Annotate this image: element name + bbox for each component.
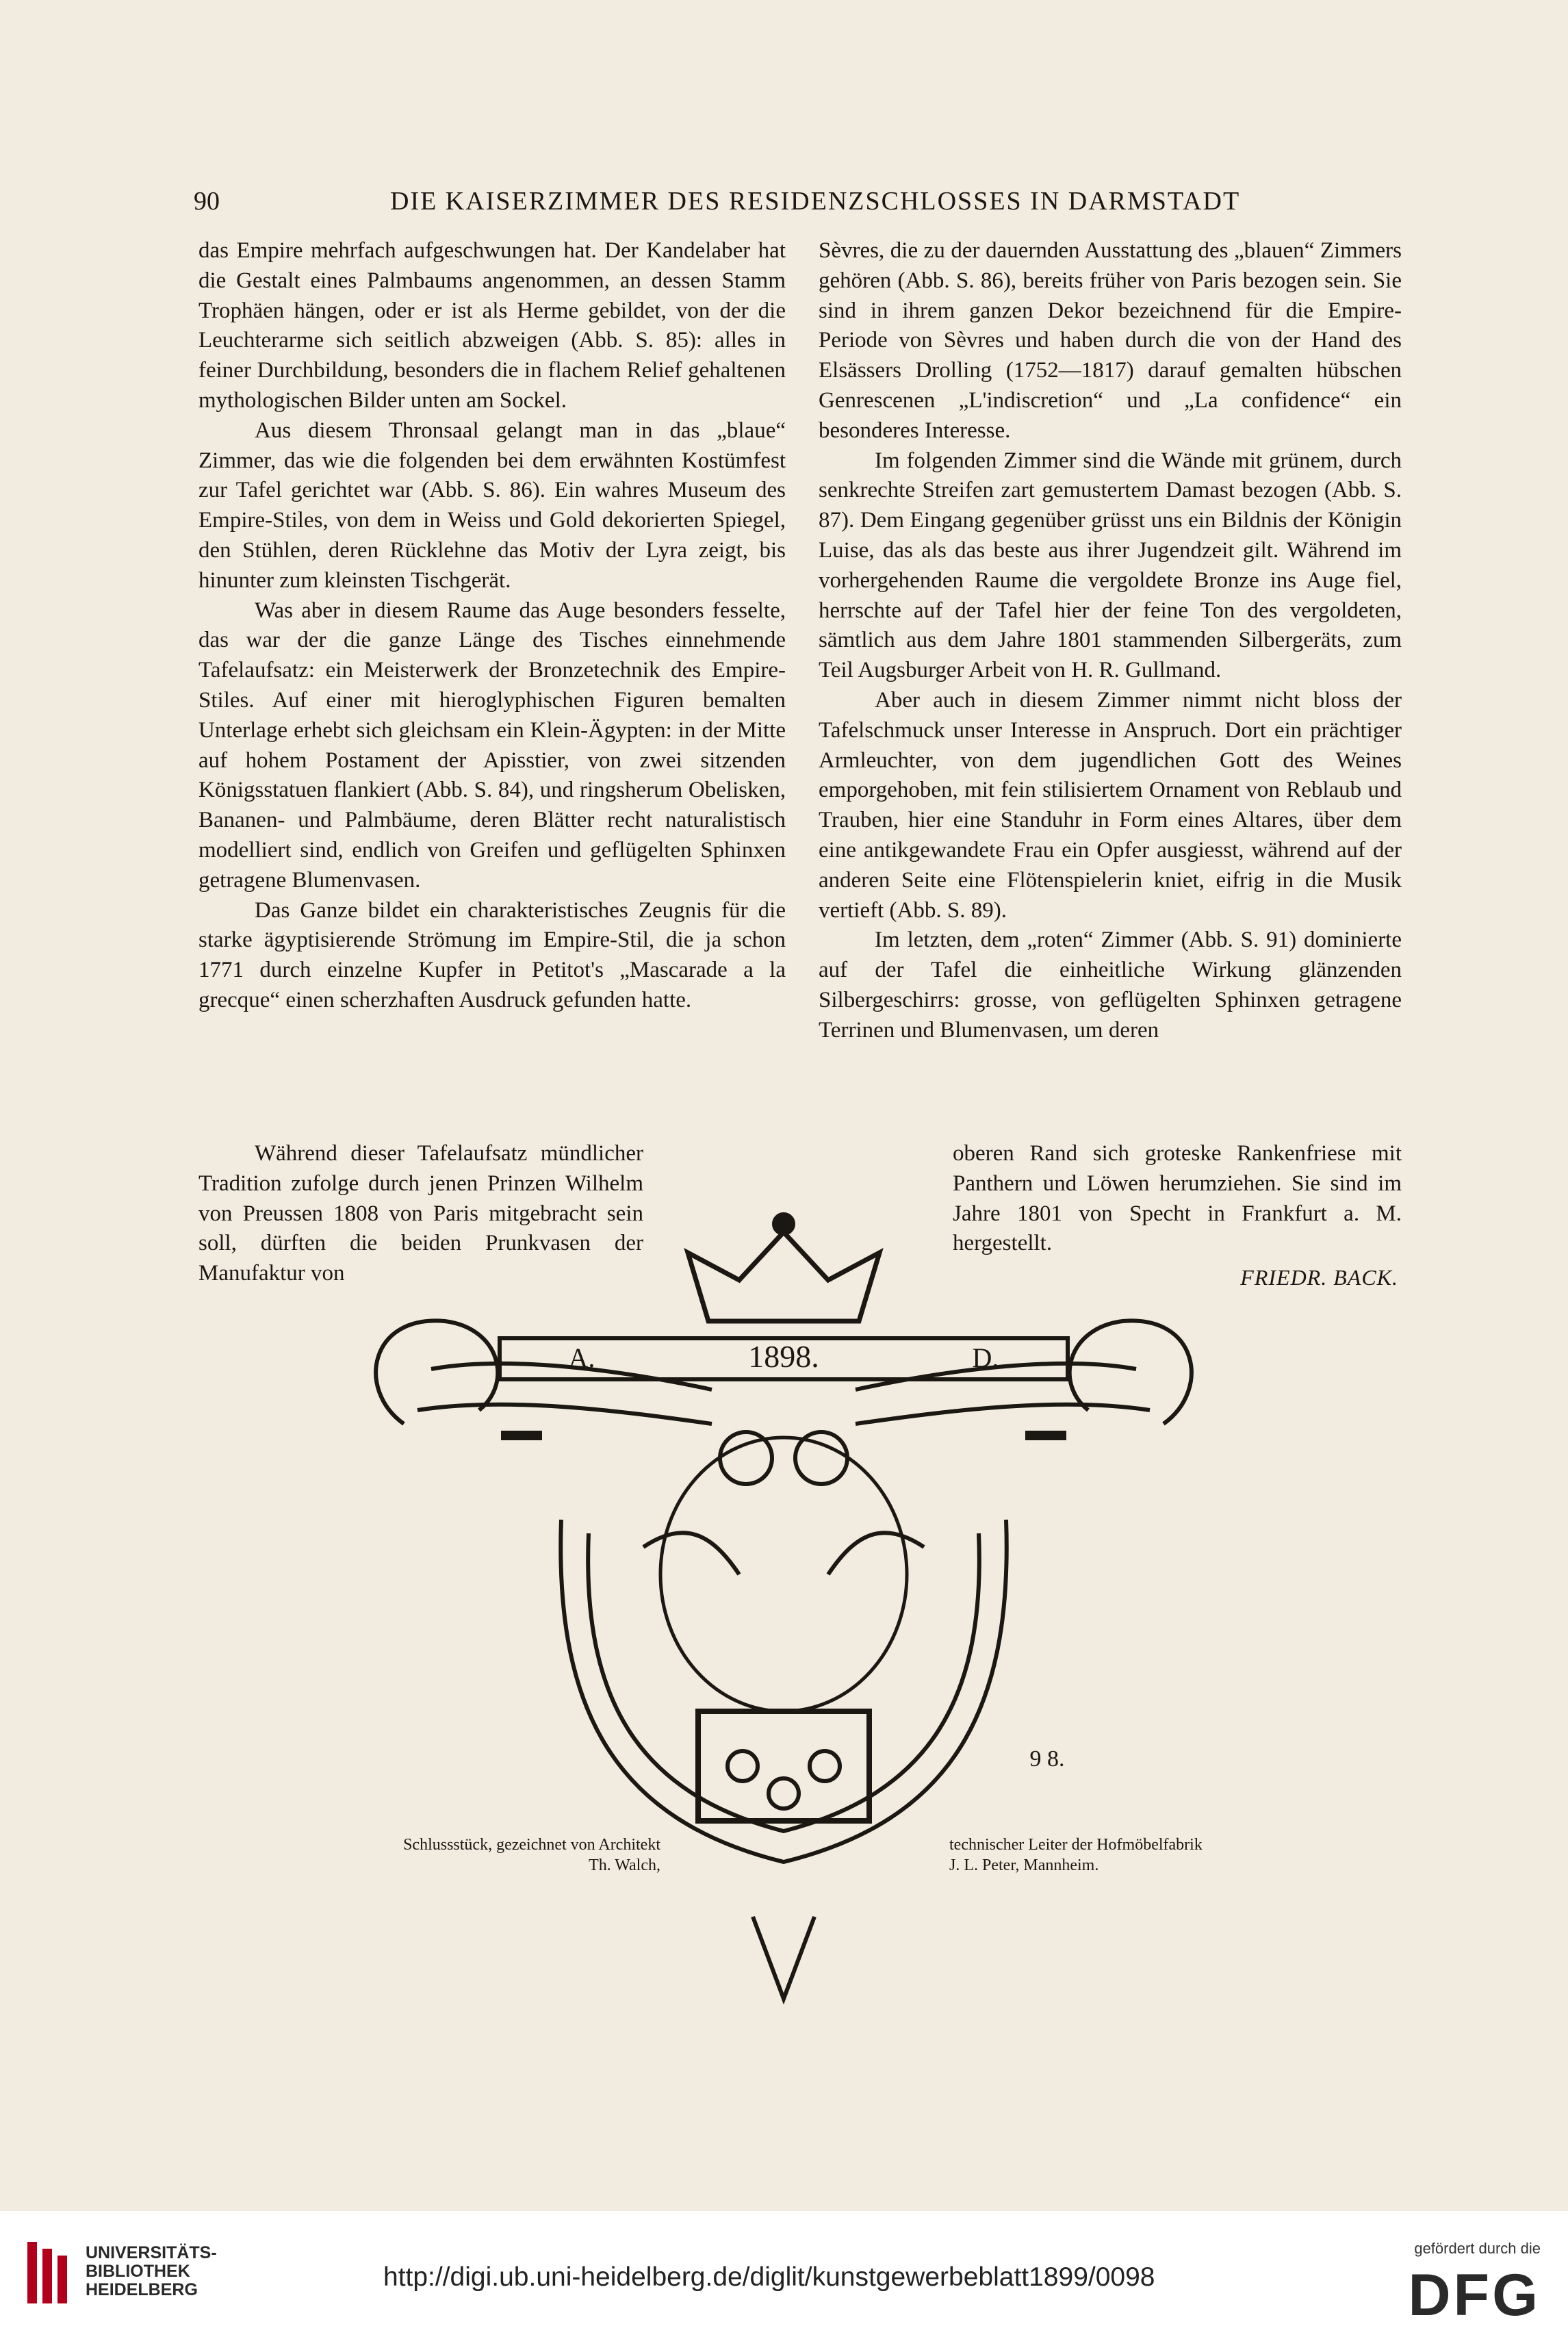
funded-by-label: gefördert durch die — [1414, 2240, 1541, 2257]
vignette-monogram: 9 8. — [1029, 1746, 1065, 1772]
vignette-initial-right: D. — [972, 1342, 999, 1373]
paragraph: Sèvres, die zu der dauernden Ausstattung des „blauen“ Zimmers gehören (Abb. S. 86), bereits früher von Paris bezogen sein. Sie sind in ihrem ganzen Dekor bezeichnend für die Empire-Periode von Sèvres und haben durch die von der Hand des Elsässers Drolling (1752—1817) darauf gemalten hübschen Genrescenen „L'indiscretion“ und „La confidence“ ein besonderes Interesse. — [819, 238, 1402, 443]
running-title: DIE KAISERZIMMER DES RESIDENZSCHLOSSES IN DARMSTADT — [390, 187, 1241, 216]
institution-name: UNIVERSITÄTS- BIBLIOTHEK HEIDELBERG — [86, 2243, 217, 2299]
university-library-icon — [27, 2242, 75, 2303]
paragraph: Das Ganze bildet ein charakteristisches Zeugnis für die starke ägyptisierende Strömung im Empire-Stil, die ja schon 1771 durch einzelne Kupfer in Petitot's „Mascarade a la grecque“ einen scherzhaften Ausdruck gefunden hatte. — [198, 897, 786, 1012]
dfg-logo: DFG — [1408, 2262, 1541, 2328]
paragraph: Aber auch in diesem Zimmer nimmt nicht bloss der Tafelschmuck unser Interesse in Anspruch. Dort ein prächtiger Armleuchter, von dem jugendlichen Gott des Weines emporgehoben, mit fein stilisiertem Ornament von Reblaub und Trauben, hier eine Standuhr in Form eines Altares, über dem eine antikgewandete Frau ein Opfer ausgiesst, während auf der anderen Seite eine Flötenspielerin kniet, eifrig in die Musik vertieft (Abb. S. 89). — [819, 687, 1402, 923]
paragraph: Aus diesem Thronsaal gelangt man in das „blaue“ Zimmer, das wie die folgenden bei dem erwähnten Kostümfest zur Tafel gerichtet war (Abb. S. 86). Ein wahres Museum des Empire-Stiles, von dem in Weiss und Gold dekorierten Spiegel, den Stühlen, deren Rücklehne das Motiv der Lyra zeigt, bis hinunter zum kleinsten Tischgerät. — [198, 418, 786, 593]
caption-right: technischer Leiter der Hofmöbelfabrik J. L. Peter, Mannheim. — [949, 1836, 1203, 1874]
vignette-initial-left: A. — [568, 1342, 595, 1373]
paragraph: Im folgenden Zimmer sind die Wände mit grünem, durch senkrechte Streifen zart gemustertem Damast bezogen (Abb. S. 87). Dem Eingang gegenüber grüsst uns ein Bildnis der Königin Luise, das als das beste aus ihrer Jugendzeit gilt. Während im vorhergehenden Raume die vergoldete Bronze ins Auge fiel, herrschte auf der Tafel hier der feine Ton des vergoldeten, sämtlich aus dem Jahre 1801 stammenden Silbergeräts, zum Teil Augsburger Arbeit von H. R. Gullmand. — [819, 448, 1402, 683]
viewer-footer — [0, 2211, 1568, 2337]
paragraph: das Empire mehrfach aufgeschwungen hat. Der Kandelaber hat die Gestalt eines Palmbaums angenommen, an dessen Stamm Trophäen hängen, oder er ist als Herme gebildet, von der die Leuchterarme sich seitlich abzweigen (Abb. S. 85): alles in feiner Durchbildung, besonders die in flachem Relief gehaltenen mythologischen Bilder unten am Sockel. — [198, 238, 786, 413]
owl-crest-icon — [329, 1164, 1239, 2047]
paragraph: Was aber in diesem Raume das Auge besonders fesselte, das war der die ganze Länge des Tisches einnehmende Tafelaufsatz: ein Meisterwerk der Bronzetechnik des Empire-Stiles. Auf einer mit hieroglyphischen Figuren bemalten Unterlage erhebt sich gleichsam ein Klein-Ägypten: in der Mitte auf hohem Postament der Apisstier, von zwei sitzenden Königsstatuen flankiert (Abb. S. 84), und ringsherum Obelisken, Bananen- und Palmbäume, deren Blätter recht naturalistisch modelliert sind, endlich von Greifen und geflügelten Sphinxen getragene Blumenvasen. — [198, 598, 786, 893]
caption-left: Schlussstück, gezeichnet von Architekt Th. Walch, — [403, 1836, 660, 1874]
left-column — [198, 236, 786, 1016]
paragraph: Im letzten, dem „roten“ Zimmer (Abb. S. 91) dominierte auf der Tafel die einheitliche Wirkung glänzenden Silbergeschirrs: grosse, von geflügelten Sphinxen getragene Terrinen und Blumenvasen, um deren — [819, 928, 1402, 1043]
paragraph: oberen Rand sich groteske Rankenfriese mit Panthern und Löwen herumziehen. Sie sind im Jahre 1801 von Specht in Frankfurt a. M. hergestellt. — [953, 1141, 1402, 1256]
page-number: 90 — [194, 187, 220, 216]
vignette-date: 1898. — [748, 1339, 819, 1374]
paragraph: Während dieser Tafelaufsatz mündlicher Tradition zufolge durch jenen Prinzen Wilhelm von Preussen 1808 von Paris mitgebracht sein soll, dürften die beiden Prunkvasen der Manufaktur von — [198, 1141, 643, 1286]
right-column — [819, 236, 1402, 1046]
digital-object-url[interactable]: http://digi.ub.uni-heidelberg.de/diglit/kunstgewerbeblatt1899/0098 — [383, 2262, 1155, 2292]
author-signature: FRIEDR. BACK. — [1240, 1265, 1398, 1290]
